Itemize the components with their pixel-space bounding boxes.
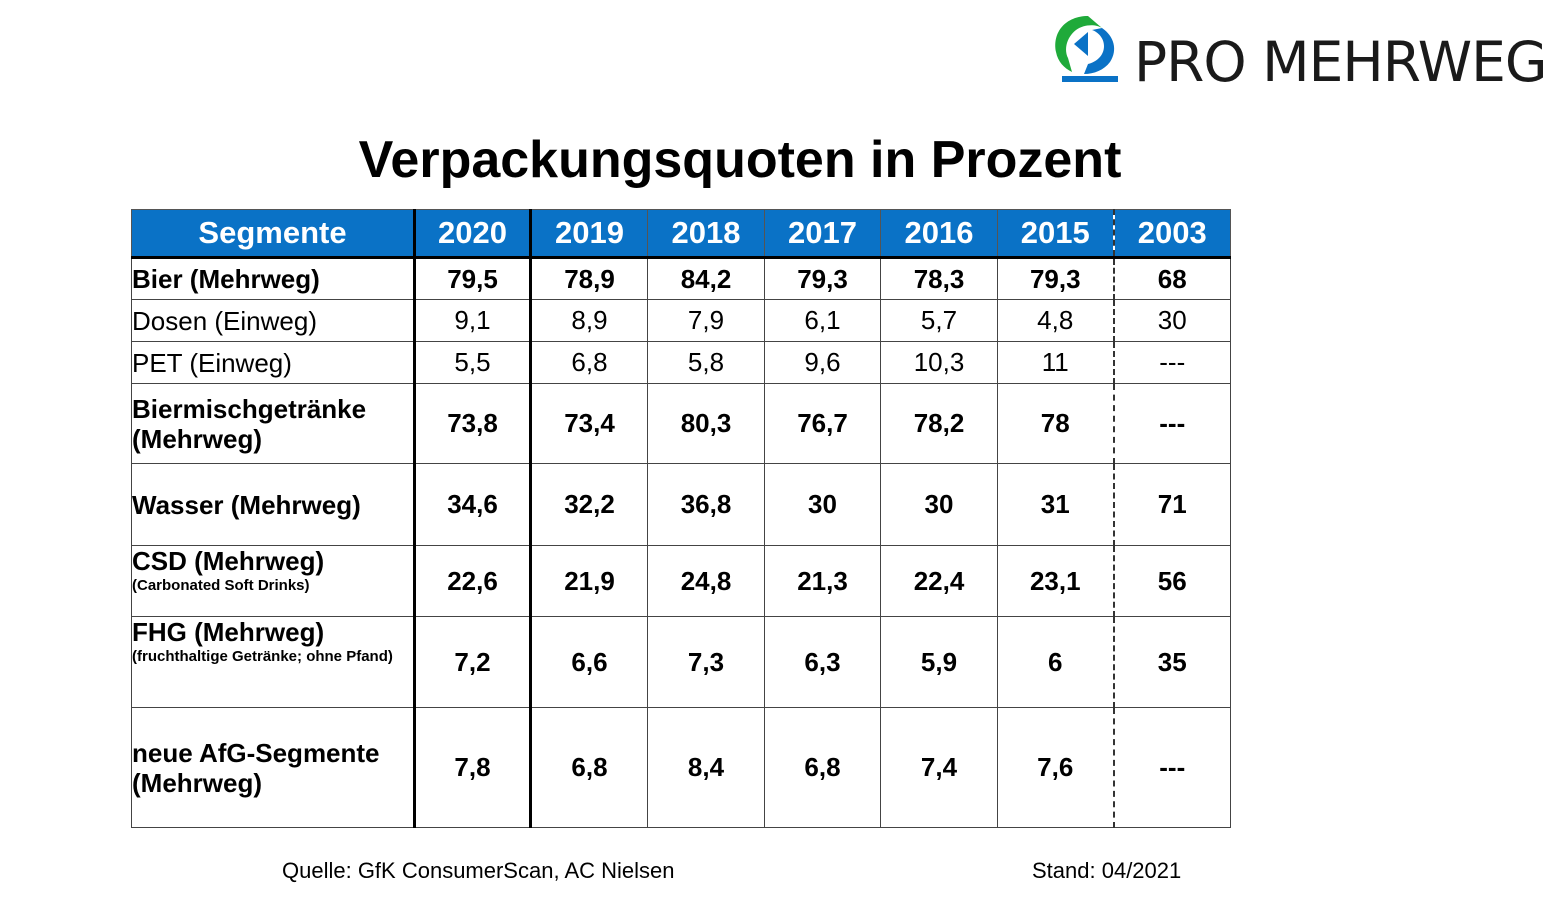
value-cell-2019: 8,9 (531, 300, 648, 342)
value-cell-2016: 5,9 (881, 617, 998, 708)
value-cell-2017: 21,3 (765, 546, 881, 617)
value-cell-2003: 68 (1114, 258, 1231, 300)
value-cell-2020: 34,6 (415, 464, 531, 546)
value-cell-2018: 5,8 (648, 342, 765, 384)
value-cell-2018: 80,3 (648, 384, 765, 464)
table-row (132, 342, 1231, 384)
table-row (132, 258, 1231, 300)
value-cell-2018: 8,4 (648, 708, 765, 828)
value-cell-2017: 30 (765, 464, 881, 546)
value-cell-2019: 32,2 (531, 464, 648, 546)
value-cell-2020: 22,6 (415, 546, 531, 617)
segment-cell (132, 464, 415, 546)
header-year: 2018 (648, 210, 765, 258)
brand-name: PRO MEHRWEG (1134, 30, 1547, 94)
quota-table (131, 209, 1231, 828)
value-cell-2003: --- (1114, 708, 1231, 828)
value-cell-2019: 78,9 (531, 258, 648, 300)
segment-label: PET (Einweg) (132, 347, 292, 378)
segment-cell (132, 708, 415, 828)
table-row (132, 617, 1231, 708)
segment-label: FHG (Mehrweg) (132, 617, 325, 647)
value-cell-2018: 84,2 (648, 258, 765, 300)
segment-sublabel: (fruchthaltige Getränke; ohne Pfand) (132, 648, 393, 665)
value-cell-2017: 9,6 (765, 342, 881, 384)
value-cell-2015: 31 (998, 464, 1114, 546)
segment-label: Bier (Mehrweg) (132, 264, 320, 294)
value-cell-2015: 79,3 (998, 258, 1114, 300)
value-cell-2020: 79,5 (415, 258, 531, 300)
table-header-row (132, 210, 1231, 258)
header-year: 2020 (415, 210, 531, 258)
segment-label: CSD (Mehrweg) (132, 546, 325, 576)
value-cell-2003: --- (1114, 384, 1231, 464)
value-cell-2017: 6,1 (765, 300, 881, 342)
pro-mehrweg-logo (1048, 10, 1548, 94)
table-row (132, 464, 1231, 546)
value-cell-2018: 7,9 (648, 300, 765, 342)
value-cell-2017: 6,8 (765, 708, 881, 828)
segment-label: neue AfG-Segmente (Mehrweg) (132, 737, 380, 798)
value-cell-2016: 30 (881, 464, 998, 546)
segment-cell (132, 300, 415, 342)
value-cell-2003: 30 (1114, 300, 1231, 342)
value-cell-2003: --- (1114, 342, 1231, 384)
segment-cell (132, 617, 415, 708)
value-cell-2015: 6 (998, 617, 1114, 708)
segment-cell (132, 384, 415, 464)
segment-cell (132, 258, 415, 300)
header-year: 2017 (765, 210, 881, 258)
value-cell-2018: 7,3 (648, 617, 765, 708)
segment-label: Dosen (Einweg) (132, 305, 317, 336)
date-note: Stand: 04/2021 (1032, 858, 1182, 883)
value-cell-2015: 11 (998, 342, 1114, 384)
page-title: Verpackungsquoten in Prozent (358, 131, 1122, 189)
value-cell-2015: 4,8 (998, 300, 1114, 342)
value-cell-2003: 35 (1114, 617, 1231, 708)
header-year: 2015 (998, 210, 1114, 258)
header-year: 2016 (881, 210, 998, 258)
value-cell-2019: 6,8 (531, 342, 648, 384)
segment-label: Wasser (Mehrweg) (132, 489, 361, 520)
value-cell-2015: 7,6 (998, 708, 1114, 828)
table-row (132, 708, 1231, 828)
segment-cell (132, 546, 415, 617)
segment-label: Biermischgetränke (Mehrweg) (132, 393, 367, 454)
value-cell-2003: 71 (1114, 464, 1231, 546)
segment-sublabel: (Carbonated Soft Drinks) (132, 577, 310, 594)
value-cell-2018: 24,8 (648, 546, 765, 617)
value-cell-2016: 7,4 (881, 708, 998, 828)
value-cell-2016: 22,4 (881, 546, 998, 617)
recycle-logo-icon (1048, 10, 1126, 82)
value-cell-2018: 36,8 (648, 464, 765, 546)
value-cell-2017: 79,3 (765, 258, 881, 300)
value-cell-2020: 9,1 (415, 300, 531, 342)
header-year: 2019 (531, 210, 648, 258)
value-cell-2020: 7,8 (415, 708, 531, 828)
header-year: 2003 (1114, 210, 1231, 258)
table-row (132, 300, 1231, 342)
value-cell-2003: 56 (1114, 546, 1231, 617)
value-cell-2019: 21,9 (531, 546, 648, 617)
value-cell-2020: 73,8 (415, 384, 531, 464)
value-cell-2020: 7,2 (415, 617, 531, 708)
value-cell-2016: 5,7 (881, 300, 998, 342)
source-note: Quelle: GfK ConsumerScan, AC Nielsen (282, 858, 675, 883)
value-cell-2016: 10,3 (881, 342, 998, 384)
value-cell-2017: 6,3 (765, 617, 881, 708)
value-cell-2015: 78 (998, 384, 1114, 464)
value-cell-2020: 5,5 (415, 342, 531, 384)
value-cell-2016: 78,2 (881, 384, 998, 464)
header-segmente: Segmente (132, 210, 415, 258)
value-cell-2019: 73,4 (531, 384, 648, 464)
value-cell-2015: 23,1 (998, 546, 1114, 617)
segment-cell (132, 342, 415, 384)
value-cell-2019: 6,8 (531, 708, 648, 828)
value-cell-2016: 78,3 (881, 258, 998, 300)
value-cell-2019: 6,6 (531, 617, 648, 708)
table-row (132, 384, 1231, 464)
table-row (132, 546, 1231, 617)
value-cell-2017: 76,7 (765, 384, 881, 464)
